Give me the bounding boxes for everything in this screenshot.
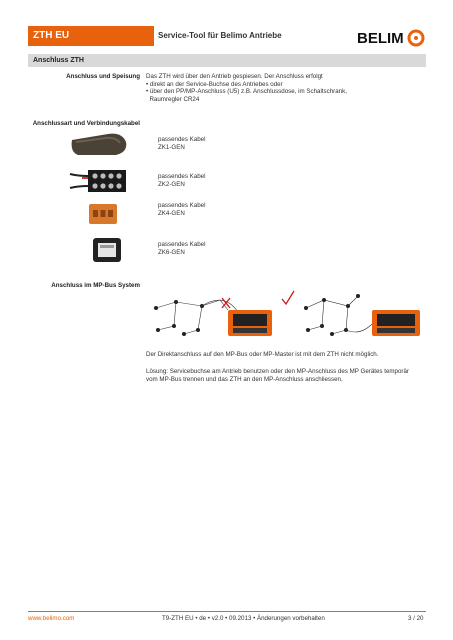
- supply-line: • direkt an der Service-Buchse des Antriebes oder: [146, 80, 283, 88]
- cable-code: ZK1-GEN: [158, 143, 185, 151]
- supply-line: • über den PP/MP-Anschluss (U5) z.B. Anschlussdose, im Schaltschrank,: [146, 88, 347, 96]
- belimo-logo: [357, 19, 427, 53]
- solution-line: vom MP-Bus trennen und das ZTH an den MP-Anschluss anschliessen.: [146, 375, 343, 383]
- supply-line: Das ZTH wird über den Antrieb gespiesen. Der Anschluss erfolgt: [146, 73, 323, 80]
- zk1-connector-icon: [68, 128, 130, 162]
- page-number: 3 / 20: [408, 615, 424, 622]
- mpbus-solution-diagram: [298, 286, 428, 344]
- cables-label: Anschlussart und Verbindungskabel: [32, 120, 140, 127]
- product-tag: ZTH EU: [28, 26, 154, 46]
- cable-code: ZK6-GEN: [158, 248, 185, 256]
- zk6-rj-connector-icon: [92, 237, 122, 263]
- cable-desc: passendes Kabel: [158, 202, 206, 209]
- zk4-orange-connector-icon: [88, 202, 118, 226]
- cable-text: [158, 136, 205, 151]
- supply-line: Raumregler CR24: [146, 95, 200, 103]
- svg-text:BELIM: BELIM: [357, 30, 404, 47]
- section-title: Anschluss ZTH: [28, 54, 426, 67]
- cable-desc: passendes Kabel: [158, 173, 206, 180]
- cable-desc: passendes Kabel: [158, 241, 206, 248]
- mpbus-direct-connection-diagram: [146, 286, 276, 344]
- solution-line: Lösung: Servicebuchse am Antrieb benutzen oder den MP-Anschluss des MP Gerätes temporär: [146, 368, 409, 375]
- cable-code: ZK2-GEN: [158, 180, 185, 188]
- website-link[interactable]: www.belimo.com: [28, 615, 75, 622]
- mpbus-note: Der Direktanschluss auf den MP-Bus oder MP-Master ist mit dem ZTH nicht möglich.: [146, 351, 379, 358]
- cable-text: [158, 202, 205, 217]
- cable-desc: passendes Kabel: [158, 136, 206, 143]
- supply-label: Anschluss und Speisung: [66, 73, 140, 80]
- footer-info: T9-ZTH EU • de • v2.0 • 09.2013 • Änderungen vorbehalten: [162, 615, 325, 622]
- cable-text: [158, 173, 205, 188]
- cable-code: ZK4-GEN: [158, 209, 185, 217]
- mpbus-solution: [146, 368, 409, 383]
- cable-text: [158, 241, 205, 256]
- check-icon: [280, 289, 296, 307]
- mpbus-label: Anschluss im MP-Bus System: [51, 282, 140, 289]
- document-title: Service-Tool für Belimo Antriebe: [154, 26, 324, 46]
- footer-divider: [28, 611, 426, 612]
- supply-text: [146, 73, 347, 103]
- zk2-wire-connector-icon: [68, 164, 130, 198]
- footer-website[interactable]: [28, 615, 74, 622]
